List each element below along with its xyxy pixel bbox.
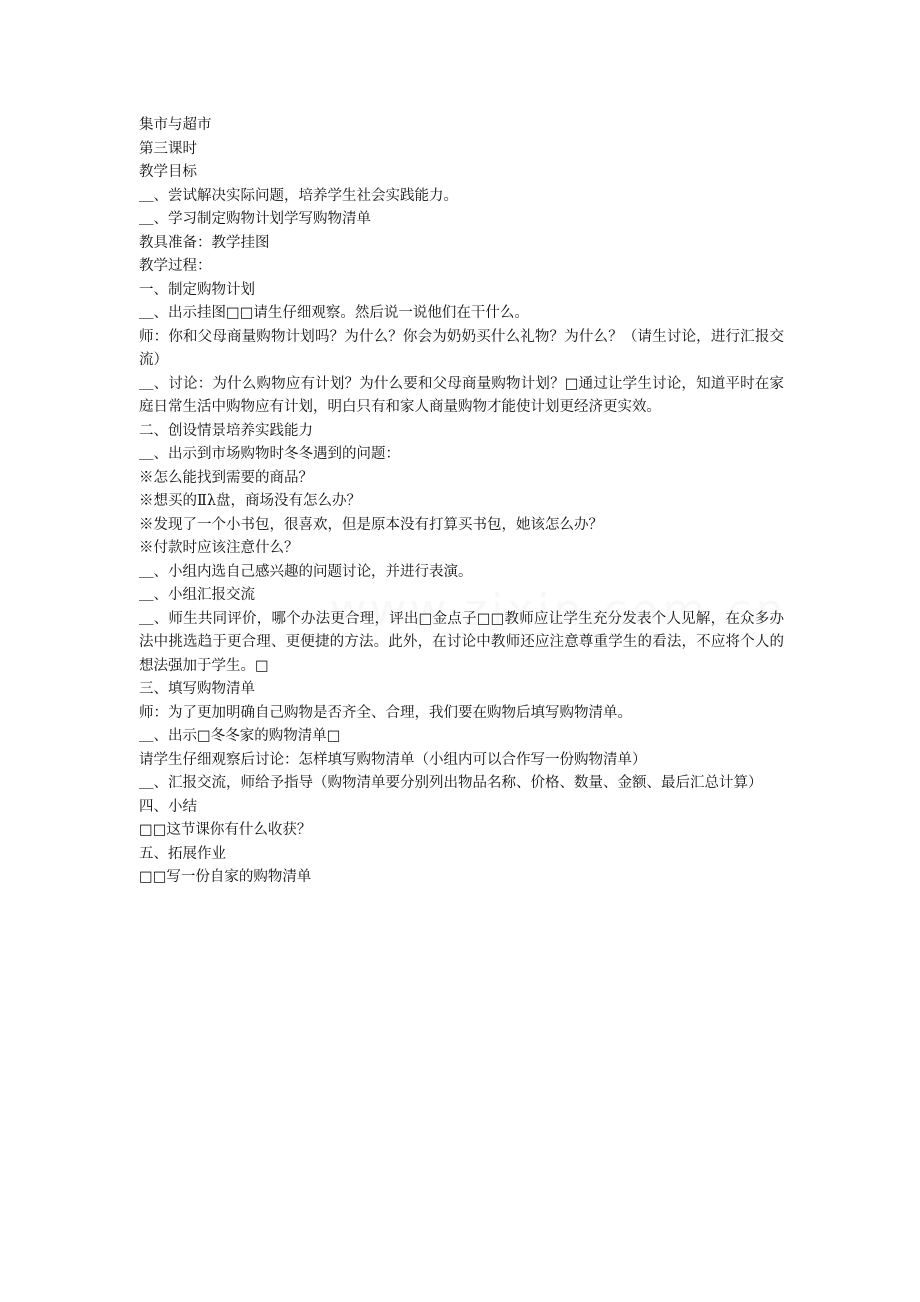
lesson-number: 第三课时 [139,140,197,157]
objective-item: ＿、学习制定购物计划学写购物清单 [139,211,371,227]
teacher-statement: 师：为了更加明确自己购物是否齐全、合理，我们要在购物后填写购物清单。 [139,704,632,721]
problem-item: ※付款时应该注意什么？ [139,540,299,556]
process-step: ＿、出示到市场购物时冬冬遇到的问题： [139,446,400,462]
problem-item: ※想买的Ⅱλ盘，商场没有怎么办？ [139,493,362,509]
part-heading-1: 一、制定购物计划 [139,281,255,298]
part-heading-4: 四、小结 [139,798,197,815]
part-heading-5: 五、拓展作业 [139,845,226,862]
process-step: ＿、师生共同评价，哪个办法更合理，评出□金点子□□教师应让学生充分发表个人见解，在众多办法中挑选趋于更合理、更便捷的方法。此外，在讨论中教师还应注意尊重学生的看法，不应将个人的想法强加于学生。□ [139,610,784,674]
problem-item: ※发现了一个小书包，很喜欢，但是原本没有打算买书包，她该怎么办？ [139,516,603,533]
homework-item: □□写一份自家的购物清单 [139,869,312,885]
process-step: ＿、出示□冬冬家的购物清单□ [139,728,341,744]
part-heading-3: 三、填写购物清单 [139,681,255,697]
process-step: ＿、小组汇报交流 [139,587,255,603]
process-step: ＿、出示挂图□□请生仔细观察。然后说一说他们在干什么。 [139,305,529,321]
process-step: ＿、汇报交流，师给予指导（购物清单要分别列出物品名称、价格、数量、金额、最后汇总计算） [139,775,763,791]
section-heading-objectives: 教学目标 [139,164,197,180]
part-heading-2: 二、创设情景培养实践能力 [139,422,313,439]
teacher-question: 师：你和父母商量购物计划吗？为什么？你会为奶奶买什么礼物？为什么？（请生讨论，进行汇报交流） [139,328,784,368]
problem-item: ※怎么能找到需要的商品？ [139,469,313,486]
process-step: 请学生仔细观察后讨论：怎样填写购物清单（小组内可以合作写一份购物清单） [139,751,647,768]
objective-item: ＿、尝试解决实际问题，培养学生社会实践能力。 [139,187,458,204]
doc-title: 集市与超市 [139,117,212,133]
section-heading-process: 教学过程： [139,258,212,274]
summary-question: □□这节课你有什么收获？ [139,822,312,838]
teaching-aids: 教具准备：教学挂图 [139,234,270,251]
process-step: ＿、小组内选自己感兴趣的问题讨论，并进行表演。 [139,563,473,580]
document-body [139,114,784,890]
process-step: ＿、讨论：为什么购物应有计划？为什么要和父母商量购物计划？□通过让学生讨论，知道平时在家庭日常生活中购物应有计划，明白只有和家人商量购物才能使计划更经济更实效。 [139,375,784,415]
